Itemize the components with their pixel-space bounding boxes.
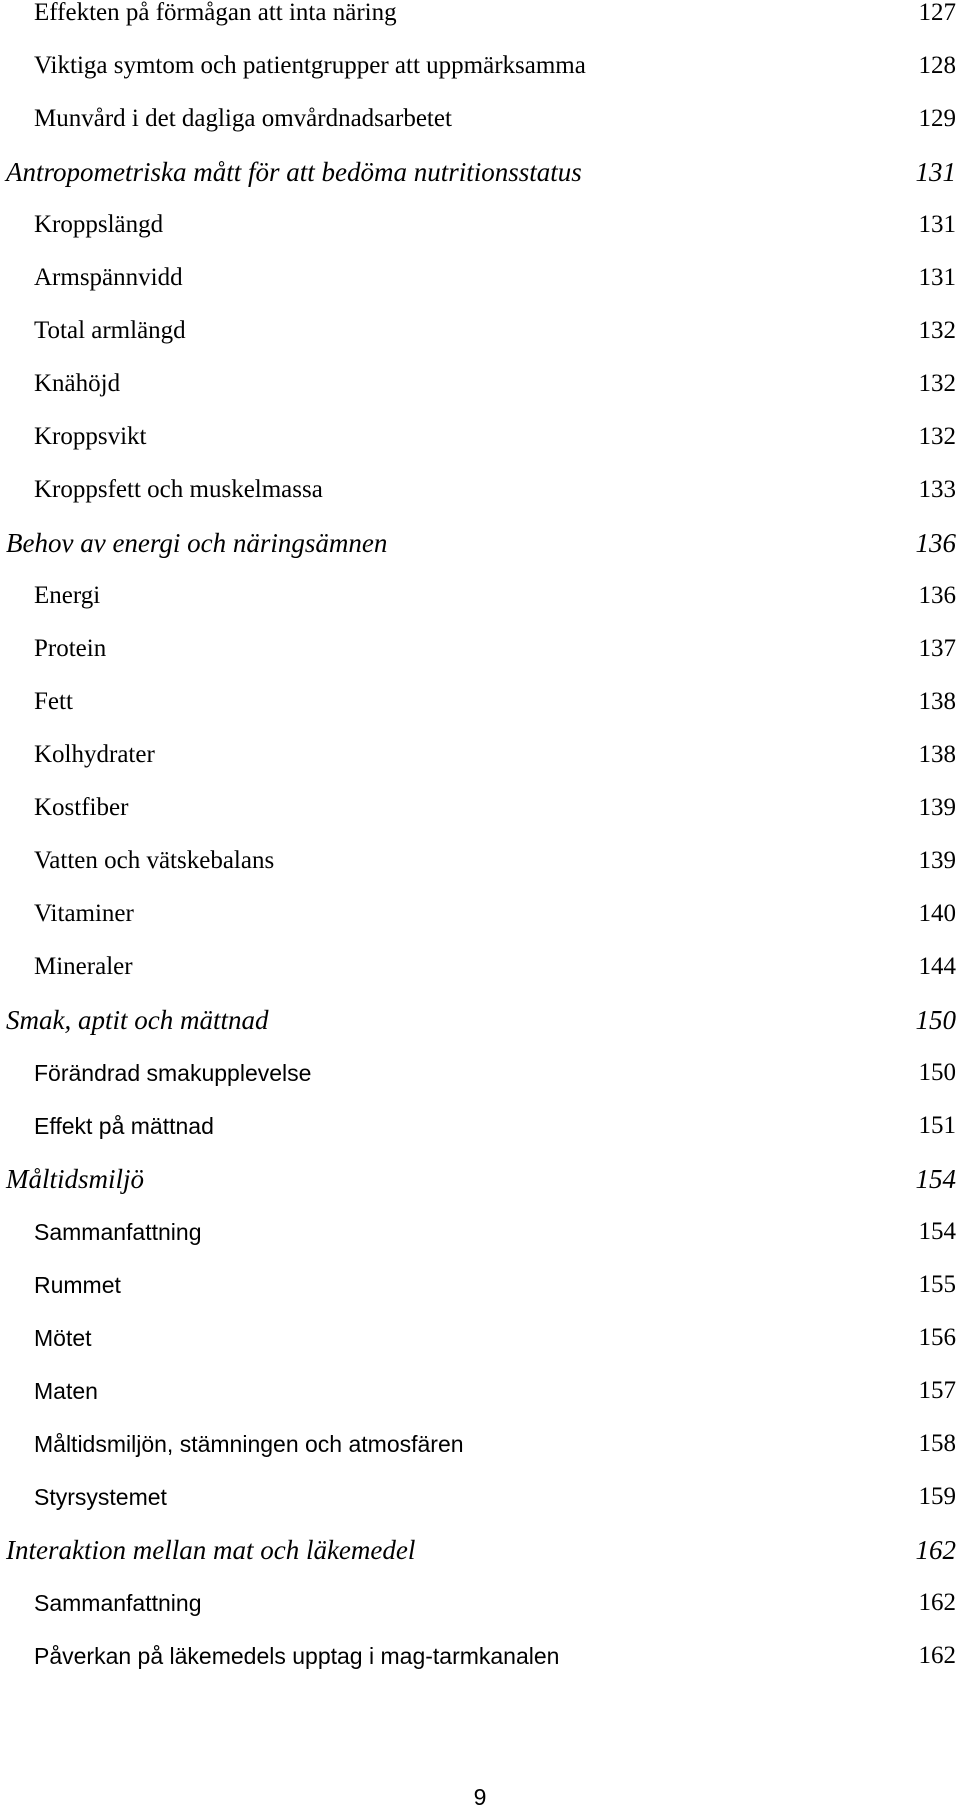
toc-entry	[0, 417, 960, 457]
toc-entry	[0, 1636, 960, 1676]
toc-entry-title: Maten	[34, 1378, 98, 1404]
toc-entry	[0, 1106, 960, 1146]
toc-section-page: 154	[915, 1164, 956, 1194]
toc-entry-page: 129	[918, 105, 956, 132]
toc-entry	[0, 46, 960, 86]
toc-entry-page: 139	[918, 847, 956, 874]
toc-entry	[0, 1477, 960, 1517]
toc-entry-title: Kolhydrater	[34, 741, 155, 768]
toc-entry-title: Fett	[34, 688, 73, 715]
toc-entry-title: Effekt på mättnad	[34, 1113, 214, 1139]
toc-entry	[0, 682, 960, 722]
toc-entry-page: 137	[918, 635, 956, 662]
toc-entry-title: Mineraler	[34, 953, 133, 980]
toc-entry-page: 127	[918, 0, 956, 26]
toc-entry	[0, 311, 960, 351]
toc-section-page: 162	[915, 1535, 956, 1565]
toc-entry-page: 144	[918, 953, 956, 980]
toc-entry	[0, 1053, 960, 1093]
toc-entry	[0, 841, 960, 881]
toc-section-title: Interaktion mellan mat och läkemedel	[6, 1535, 416, 1565]
toc-entry	[0, 205, 960, 245]
toc-entry-title: Kroppslängd	[34, 211, 164, 238]
toc-entry	[0, 894, 960, 934]
toc-entry-title: Protein	[34, 635, 107, 662]
toc-entry	[0, 1212, 960, 1252]
toc-entry-title: Effekten på förmågan att inta näring	[34, 0, 397, 26]
toc-entry-page: 128	[918, 52, 956, 79]
toc-entry	[0, 629, 960, 669]
toc-entry-page: 159	[918, 1483, 956, 1510]
toc-entry	[0, 258, 960, 298]
toc-entry-title: Måltidsmiljön, stämningen och atmosfären	[34, 1431, 464, 1457]
toc-entry	[0, 0, 960, 33]
toc-entry	[0, 735, 960, 775]
toc-entry	[0, 1583, 960, 1623]
toc-entry-page: 138	[918, 741, 956, 768]
toc-entry-page: 162	[918, 1642, 956, 1669]
toc-entry-page: 133	[918, 476, 956, 503]
toc-entry	[0, 470, 960, 510]
toc-entry-page: 131	[918, 211, 956, 238]
toc-entry-title: Påverkan på läkemedels upptag i mag-tarmkanalen	[34, 1643, 560, 1669]
toc-entry	[0, 1318, 960, 1358]
toc-section	[0, 1530, 960, 1570]
toc-entry-title: Mötet	[34, 1325, 92, 1351]
toc-entry-title: Energi	[34, 582, 101, 609]
toc-entry-title: Armspännvidd	[34, 264, 183, 291]
toc-entry	[0, 788, 960, 828]
toc-section-page: 136	[915, 528, 956, 558]
toc-entry-title: Rummet	[34, 1272, 121, 1298]
toc-entry-title: Vatten och vätskebalans	[34, 847, 275, 874]
toc-entry-page: 140	[918, 900, 956, 927]
toc-section-title: Behov av energi och näringsämnen	[6, 528, 388, 558]
toc-entry	[0, 1371, 960, 1411]
toc-entry-page: 158	[918, 1430, 956, 1457]
toc-entry-title: Total armlängd	[34, 317, 186, 344]
toc-entry-title: Knähöjd	[34, 370, 121, 397]
toc-section	[0, 152, 960, 192]
toc-entry-title: Viktiga symtom och patientgrupper att uppmärksamma	[34, 52, 586, 79]
toc-entry	[0, 576, 960, 616]
toc-entry-page: 132	[918, 317, 956, 344]
toc-entry-title: Styrsystemet	[34, 1484, 167, 1510]
toc-entry-title: Munvård i det dagliga omvårdnadsarbetet	[34, 105, 452, 132]
toc-entry-page: 132	[918, 370, 956, 397]
toc-section	[0, 523, 960, 563]
toc-section-page: 150	[915, 1005, 956, 1035]
toc-section	[0, 1000, 960, 1040]
toc-entry-page: 131	[918, 264, 956, 291]
toc-entry	[0, 99, 960, 139]
toc-entry-page: 155	[918, 1271, 956, 1298]
toc-entry-title: Kroppsvikt	[34, 423, 147, 450]
toc-section-title: Måltidsmiljö	[6, 1164, 145, 1194]
toc-section-page: 131	[915, 157, 956, 187]
toc-entry-title: Kostfiber	[34, 794, 129, 821]
toc-entry-page: 156	[918, 1324, 956, 1351]
toc-entry-page: 136	[918, 582, 956, 609]
toc-entry-title: Vitaminer	[34, 900, 134, 927]
toc-entry	[0, 364, 960, 404]
toc-entry-page: 132	[918, 423, 956, 450]
toc-section	[0, 1159, 960, 1199]
toc-entry-page: 150	[918, 1059, 956, 1086]
toc-entry-page: 157	[918, 1377, 956, 1404]
toc-entry-page: 162	[918, 1589, 956, 1616]
toc-entry-page: 154	[918, 1218, 956, 1245]
toc-entry	[0, 947, 960, 987]
toc-entry-page: 139	[918, 794, 956, 821]
toc-entry-page: 151	[918, 1112, 956, 1139]
toc-entry-title: Sammanfattning	[34, 1590, 202, 1616]
toc-entry	[0, 1265, 960, 1305]
toc-entry-title: Kroppsfett och muskelmassa	[34, 476, 323, 503]
toc-entry-title: Sammanfattning	[34, 1219, 202, 1245]
toc-section-title: Smak, aptit och mättnad	[6, 1005, 269, 1035]
toc-section-title: Antropometriska mått för att bedöma nutritionsstatus	[6, 157, 582, 187]
toc-entry-page: 138	[918, 688, 956, 715]
page-number: 9	[473, 1784, 487, 1810]
toc-entry	[0, 1424, 960, 1464]
toc-entry-title: Förändrad smakupplevelse	[34, 1060, 312, 1086]
